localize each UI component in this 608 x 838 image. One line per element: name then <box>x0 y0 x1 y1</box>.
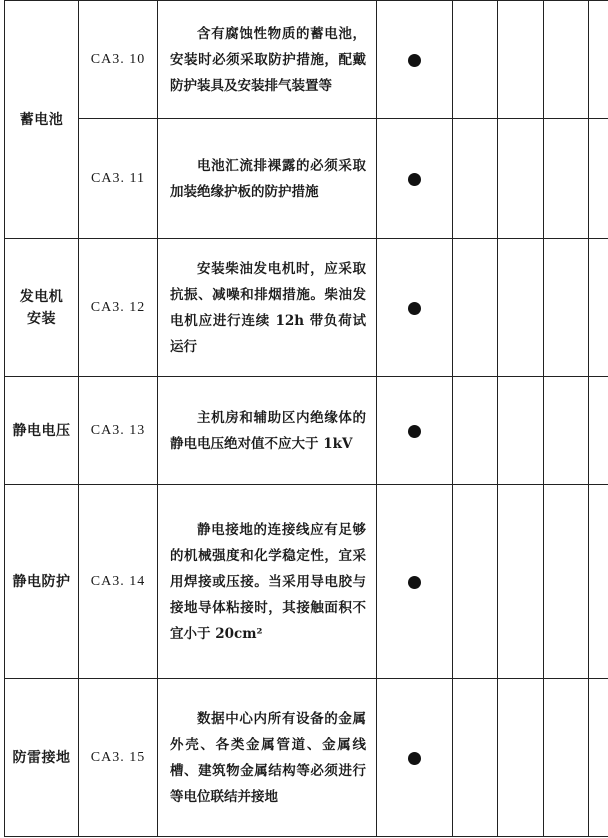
marker-cell <box>377 485 453 679</box>
blank-cell <box>544 377 589 485</box>
item-code: CA3. 15 <box>79 679 158 837</box>
inspection-table <box>4 0 608 837</box>
blank-cell <box>453 679 498 837</box>
blank-cell <box>453 119 498 239</box>
table-row <box>5 119 608 239</box>
filled-dot-marker <box>408 173 421 186</box>
blank-cell <box>589 485 608 679</box>
marker-cell <box>377 239 453 377</box>
blank-cell <box>498 377 544 485</box>
blank-cell <box>544 239 589 377</box>
table-row <box>5 377 608 485</box>
blank-cell <box>498 485 544 679</box>
item-code: CA3. 13 <box>79 377 158 485</box>
blank-cell <box>453 485 498 679</box>
filled-dot-marker <box>408 752 421 765</box>
item-code: CA3. 10 <box>79 1 158 119</box>
table-row <box>5 679 608 837</box>
blank-cell <box>453 239 498 377</box>
blank-cell <box>589 377 608 485</box>
item-code: CA3. 12 <box>79 239 158 377</box>
requirement-text: 含有腐蚀性物质的蓄电池，安装时必须采取防护措施，配戴防护装具及安装排气装置等 <box>158 1 377 119</box>
category-cell: 静电防护 <box>5 485 79 679</box>
blank-cell <box>589 1 608 119</box>
blank-cell <box>498 679 544 837</box>
marker-cell <box>377 377 453 485</box>
requirement-text: 静电接地的连接线应有足够的机械强度和化学稳定性，宜采用焊接或压接。当采用导电胶与接地导体粘接时，其接触面积不宜小于 20cm² <box>158 485 377 679</box>
blank-cell <box>453 1 498 119</box>
filled-dot-marker <box>408 54 421 67</box>
table-row <box>5 1 608 119</box>
category-cell: 防雷接地 <box>5 679 79 837</box>
item-code: CA3. 11 <box>79 119 158 239</box>
category-cell: 静电电压 <box>5 377 79 485</box>
category-cell: 发电机 安装 <box>5 239 79 377</box>
filled-dot-marker <box>408 576 421 589</box>
blank-cell <box>498 1 544 119</box>
blank-cell <box>589 239 608 377</box>
blank-cell <box>589 119 608 239</box>
blank-cell <box>589 679 608 837</box>
requirement-text: 安装柴油发电机时，应采取抗振、减噪和排烟措施。柴油发电机应进行连续 12h 带负荷试运行 <box>158 239 377 377</box>
blank-cell <box>453 377 498 485</box>
filled-dot-marker <box>408 425 421 438</box>
filled-dot-marker <box>408 302 421 315</box>
blank-cell <box>544 1 589 119</box>
marker-cell <box>377 679 453 837</box>
table-row <box>5 239 608 377</box>
category-cell: 蓄电池 <box>5 1 79 239</box>
blank-cell <box>498 239 544 377</box>
blank-cell <box>544 119 589 239</box>
requirement-text: 数据中心内所有设备的金属外壳、各类金属管道、金属线槽、建筑物金属结构等必须进行等电位联结并接地 <box>158 679 377 837</box>
blank-cell <box>544 485 589 679</box>
blank-cell <box>498 119 544 239</box>
item-code: CA3. 14 <box>79 485 158 679</box>
marker-cell <box>377 1 453 119</box>
table-row <box>5 485 608 679</box>
requirement-text: 电池汇流排裸露的必须采取加装绝缘护板的防护措施 <box>158 119 377 239</box>
marker-cell <box>377 119 453 239</box>
requirement-text: 主机房和辅助区内绝缘体的静电电压绝对值不应大于 1kV <box>158 377 377 485</box>
blank-cell <box>544 679 589 837</box>
